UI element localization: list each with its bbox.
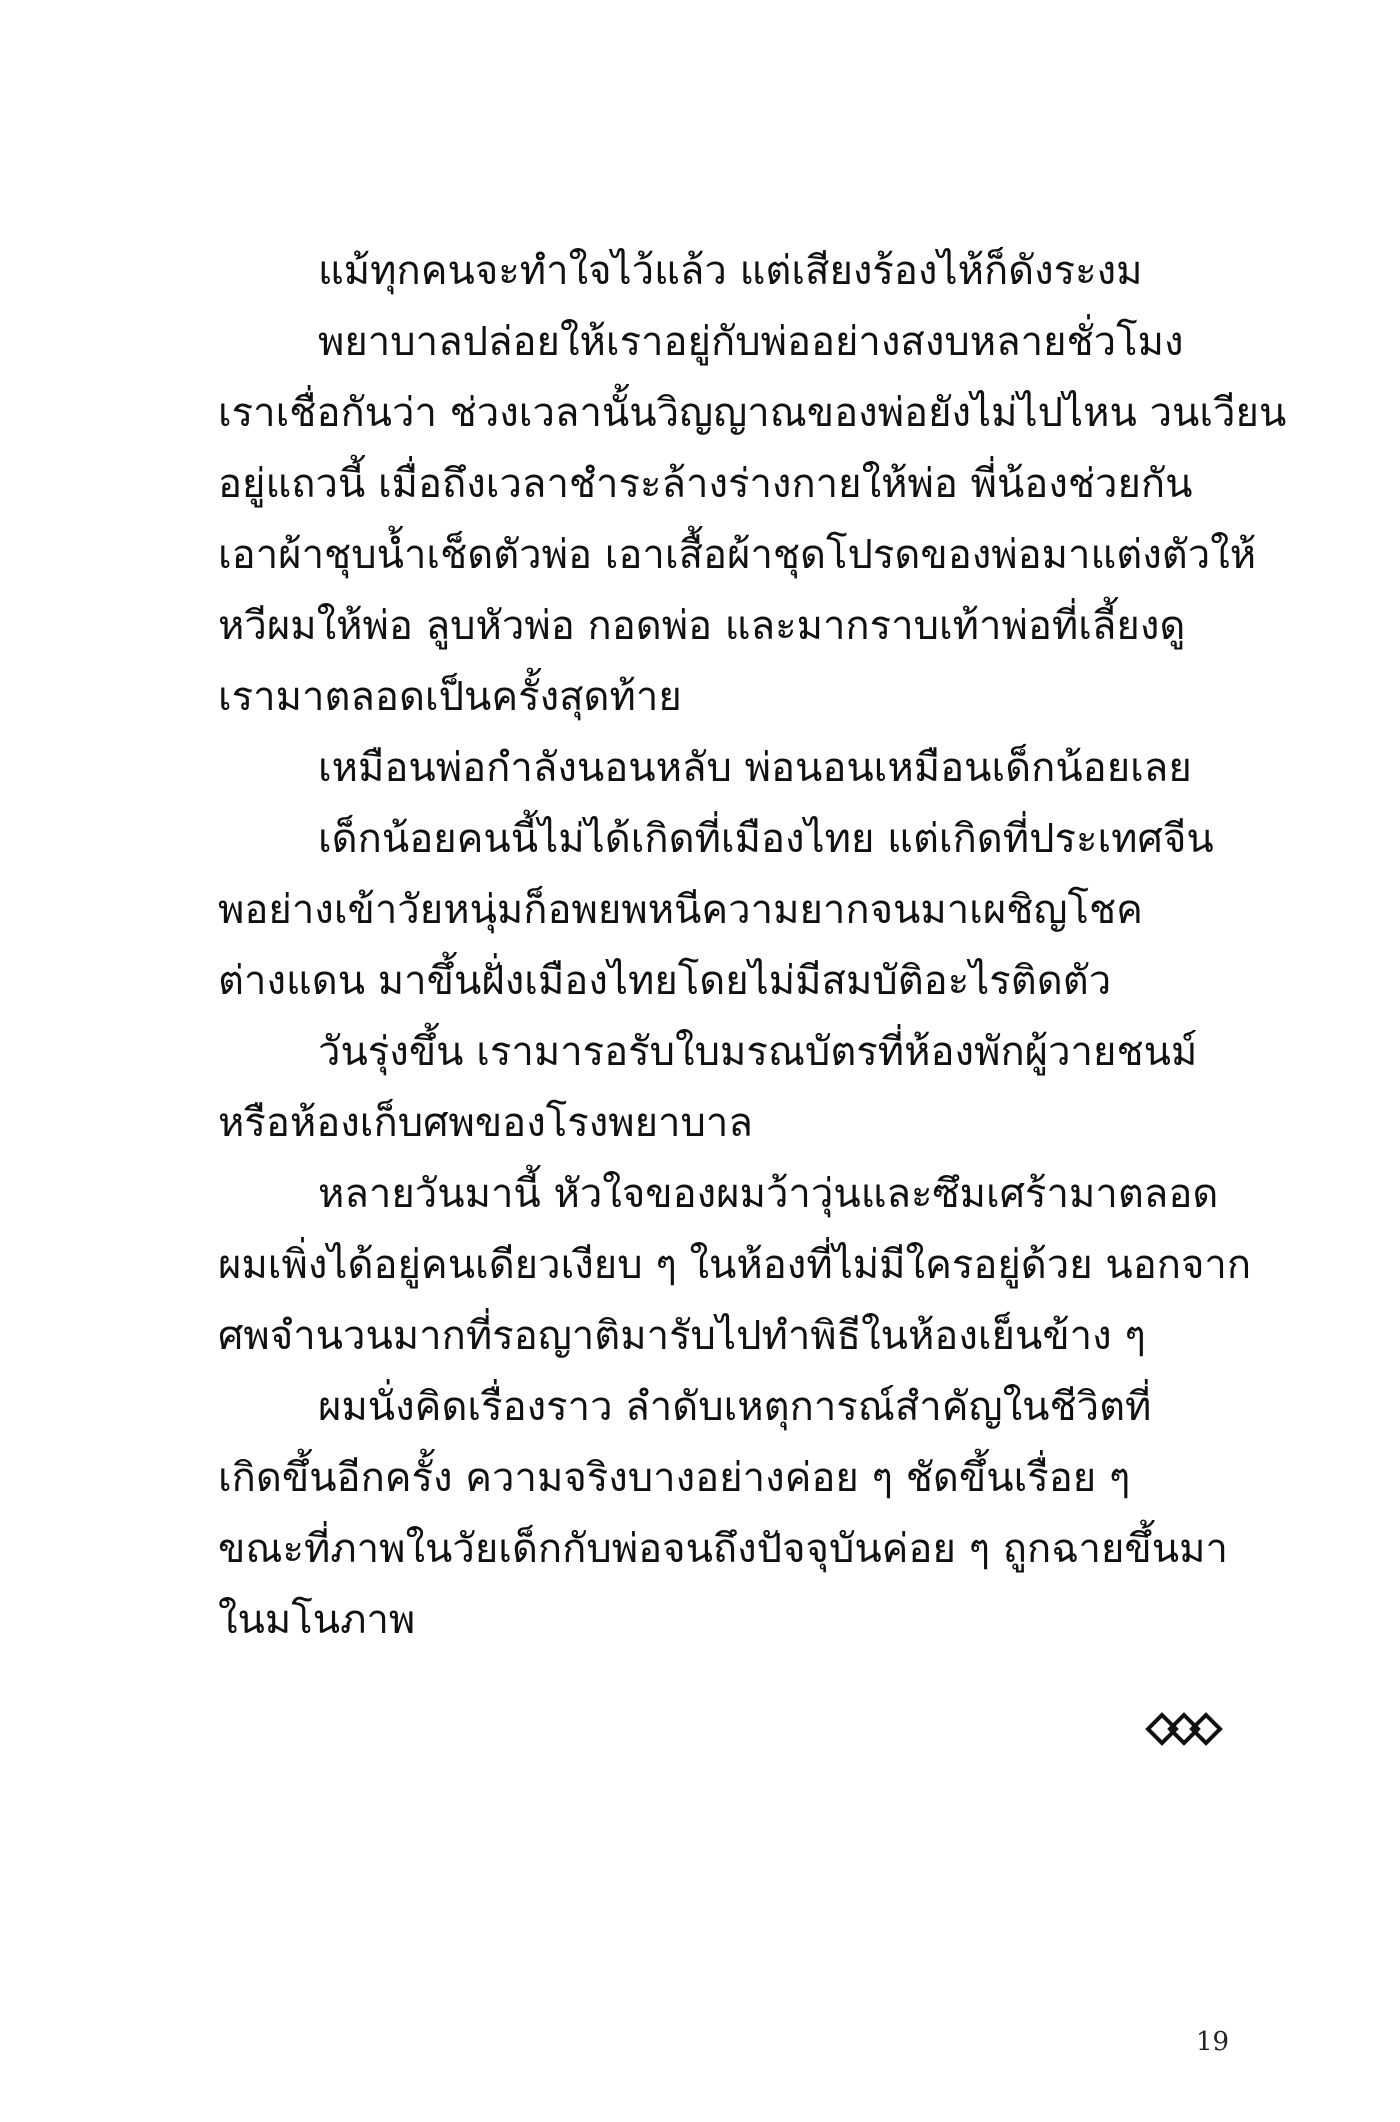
body-text [218, 236, 1287, 1656]
text-line: ในมโนภาพ [218, 1597, 416, 1643]
text-line: เกิดขึ้นอีกครั้ง ความจริงบางอย่างค่อย ๆ ชัดขึ้นเรื่อย ๆ [218, 1455, 1131, 1501]
text-line: ขณะที่ภาพในวัยเด็กกับพ่อจนถึงปัจจุบันค่อย ๆ ถูกฉายขึ้นมา [218, 1526, 1228, 1572]
text-line: พอย่างเข้าวัยหนุ่มก็อพยพหนีความยากจนมาเผชิญโชค [218, 887, 1143, 933]
text-line: เรามาตลอดเป็นครั้งสุดท้าย [218, 674, 682, 720]
text-line: วันรุ่งขึ้น เรามารอรับใบมรณบัตรที่ห้องพักผู้วายชนม์ [318, 1029, 1198, 1075]
text-line: ต่างแดน มาขึ้นฝั่งเมืองไทยโดยไม่มีสมบัติอะไรติดตัว [218, 958, 1112, 1004]
text-line: อยู่แถวนี้ เมื่อถึงเวลาชำระล้างร่างกายให้พ่อ พี่น้องช่วยกัน [218, 461, 1193, 507]
text-line: เราเชื่อกันว่า ช่วงเวลานั้นวิญญาณของพ่อยังไม่ไปไหน วนเวียน [218, 390, 1287, 436]
text-line: หลายวันมานี้ หัวใจของผมว้าวุ่นและซึมเศร้ามาตลอด [318, 1171, 1219, 1217]
text-line: ผมเพิ่งได้อยู่คนเดียวเงียบ ๆ ในห้องที่ไม่มีใครอยู่ด้วย นอกจาก [218, 1242, 1252, 1288]
text-line: เอาผ้าชุบน้ำเช็ดตัวพ่อ เอาเสื้อผ้าชุดโปรดของพ่อมาแต่งตัวให้ [218, 532, 1257, 578]
text-line: หวีผมให้พ่อ ลูบหัวพ่อ กอดพ่อ และมากราบเท้าพ่อที่เลี้ยงดู [218, 603, 1186, 649]
text-line: เด็กน้อยคนนี้ไม่ได้เกิดที่เมืองไทย แต่เกิดที่ประเทศจีน [318, 816, 1214, 862]
interlocking-diamonds-icon [1144, 1712, 1224, 1746]
text-line: พยาบาลปล่อยให้เราอยู่กับพ่ออย่างสงบหลายชั่วโมง [318, 319, 1184, 365]
text-line: แม้ทุกคนจะทำใจไว้แล้ว แต่เสียงร้องไห้ก็ดังระงม [318, 248, 1143, 294]
text-line: ผมนั่งคิดเรื่องราว ลำดับเหตุการณ์สำคัญในชีวิตที่ [318, 1384, 1152, 1430]
page-number: 19 [1196, 2027, 1230, 2057]
text-line: ศพจำนวนมากที่รอญาติมารับไปทำพิธีในห้องเย็นข้าง ๆ [218, 1313, 1146, 1359]
text-line: เหมือนพ่อกำลังนอนหลับ พ่อนอนเหมือนเด็กน้อยเลย [318, 745, 1192, 791]
text-line: หรือห้องเก็บศพของโรงพยาบาล [218, 1100, 753, 1146]
